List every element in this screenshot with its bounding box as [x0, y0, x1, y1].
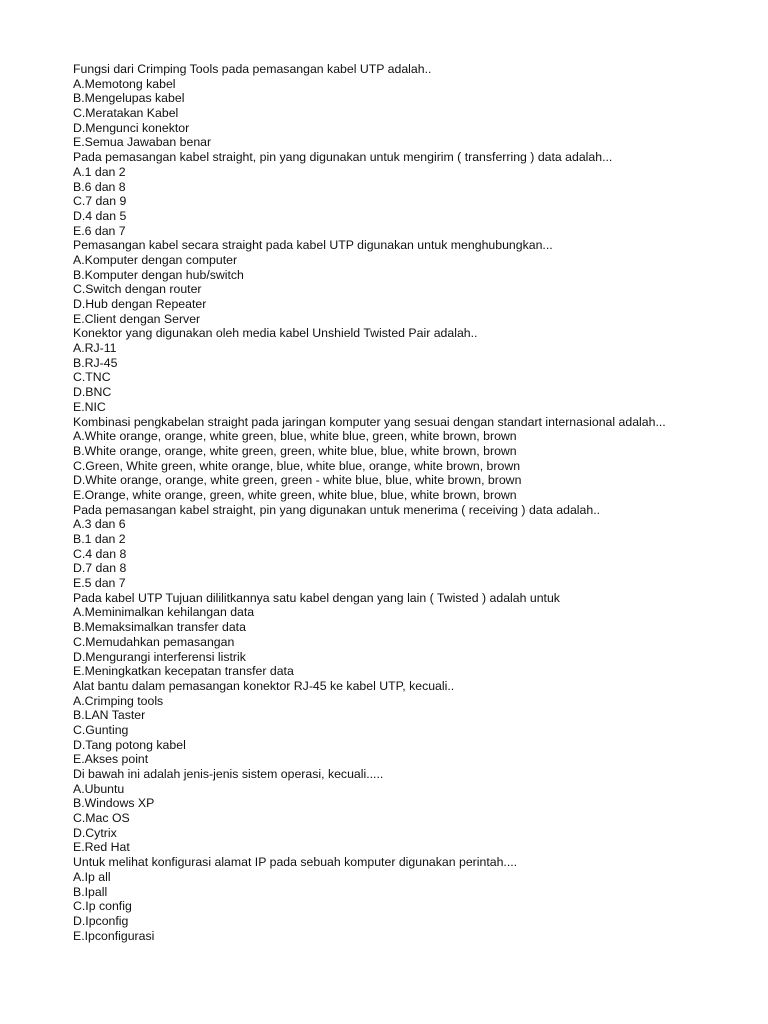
question-text: Alat bantu dalam pemasangan konektor RJ-45 ke kabel UTP, kecuali.. — [73, 678, 455, 693]
answer-option: D.Ipconfig — [73, 913, 129, 928]
answer-option: B.Ipall — [73, 884, 108, 899]
answer-option: E.Red Hat — [73, 840, 130, 855]
question-text: Fungsi dari Crimping Tools pada pemasangan kabel UTP adalah.. — [73, 62, 432, 76]
answer-option: E.NIC — [73, 399, 106, 414]
answer-option: C.Mac OS — [73, 811, 130, 826]
question-text: Kombinasi pengkabelan straight pada jaringan komputer yang sesuai dengan standart internasional adalah... — [73, 414, 666, 429]
question-text: Pada pemasangan kabel straight, pin yang digunakan untuk menerima ( receiving ) data adalah.. — [73, 502, 601, 517]
answer-option: B.1 dan 2 — [73, 532, 126, 546]
question-block — [73, 62, 753, 150]
question-block — [73, 503, 753, 591]
answer-option: E.Semua Jawaban benar — [73, 135, 212, 150]
answer-option: A.RJ-11 — [73, 341, 117, 356]
answer-option: B.Windows XP — [73, 796, 155, 811]
answer-option: E.Akses point — [73, 752, 149, 767]
answer-option: D.White orange, orange, white green, green - white blue, blue, white brown, brown — [73, 473, 522, 488]
answer-option: C.Ip config — [73, 899, 132, 914]
question-block — [73, 150, 753, 238]
answer-option: E.Meningkatkan kecepatan transfer data — [73, 664, 294, 679]
question-block — [73, 767, 753, 855]
question-block — [73, 679, 753, 767]
question-text: Pemasangan kabel secara straight pada kabel UTP digunakan untuk menghubungkan... — [73, 238, 553, 253]
answer-option: C.Meratakan Kabel — [73, 106, 179, 121]
answer-option: B.LAN Taster — [73, 708, 146, 723]
question-text: Konektor yang digunakan oleh media kabel Unshield Twisted Pair adalah.. — [73, 326, 478, 341]
answer-option: E.Client dengan Server — [73, 311, 201, 326]
answer-option: D.Tang potong kabel — [73, 737, 186, 752]
question-block — [73, 591, 753, 679]
answer-option: B.Memaksimalkan transfer data — [73, 620, 246, 635]
answer-option: E.5 dan 7 — [73, 576, 126, 591]
question-text: Pada kabel UTP Tujuan dililitkannya satu kabel dengan yang lain ( Twisted ) adalah untuk — [73, 590, 560, 605]
answer-option: A.White orange, orange, white green, blue, white blue, green, white brown, brown — [73, 429, 517, 444]
answer-option: E.Ipconfigurasi — [73, 928, 155, 943]
answer-option: A.Ubuntu — [73, 781, 125, 796]
answer-option: D.7 dan 8 — [73, 561, 127, 576]
answer-option: A.Ip all — [73, 869, 111, 884]
answer-option: C.TNC — [73, 370, 111, 385]
answer-option: C.Gunting — [73, 722, 129, 737]
answer-option: B.Komputer dengan hub/switch — [73, 267, 244, 282]
answer-option: D.Hub dengan Repeater — [73, 297, 207, 311]
question-text: Untuk melihat konfigurasi alamat IP pada sebuah komputer digunakan perintah.... — [73, 855, 518, 870]
answer-option: B.RJ-45 — [73, 355, 118, 370]
answer-option: B.6 dan 8 — [73, 179, 126, 194]
answer-option: C.4 dan 8 — [73, 546, 127, 561]
answer-option: A.3 dan 6 — [73, 517, 126, 532]
answer-option: A.Memotong kabel — [73, 76, 176, 91]
question-block — [73, 855, 753, 943]
answer-option: C.Switch dengan router — [73, 282, 202, 297]
answer-option: C.Green, White green, white orange, blue, white blue, orange, white brown, brown — [73, 458, 521, 473]
answer-option: A.Komputer dengan computer — [73, 252, 238, 267]
answer-option: B.Mengelupas kabel — [73, 91, 185, 106]
answer-option: E.Orange, white orange, green, white green, white blue, blue, white brown, brown — [73, 487, 517, 502]
answer-option: A.Crimping tools — [73, 693, 164, 708]
answer-option: A.Meminimalkan kehilangan data — [73, 605, 255, 620]
document-page — [73, 62, 753, 943]
answer-option: D.4 dan 5 — [73, 208, 127, 223]
answer-option: D.Cytrix — [73, 825, 117, 840]
answer-option: D.Mengurangi interferensi listrik — [73, 649, 246, 664]
question-text: Pada pemasangan kabel straight, pin yang digunakan untuk mengirim ( transferring ) data adalah... — [73, 150, 613, 165]
answer-option: C.Memudahkan pemasangan — [73, 634, 235, 649]
answer-option: E.6 dan 7 — [73, 223, 126, 238]
question-block — [73, 326, 753, 414]
answer-option: D.BNC — [73, 385, 112, 400]
answer-option: C.7 dan 9 — [73, 194, 127, 209]
answer-option: A.1 dan 2 — [73, 164, 126, 179]
question-block — [73, 238, 753, 326]
answer-option: D.Mengunci konektor — [73, 120, 190, 135]
question-text: Di bawah ini adalah jenis-jenis sistem operasi, kecuali..... — [73, 767, 384, 781]
question-block — [73, 415, 753, 503]
answer-option: B.White orange, orange, white green, green, white blue, blue, white brown, brown — [73, 443, 517, 458]
